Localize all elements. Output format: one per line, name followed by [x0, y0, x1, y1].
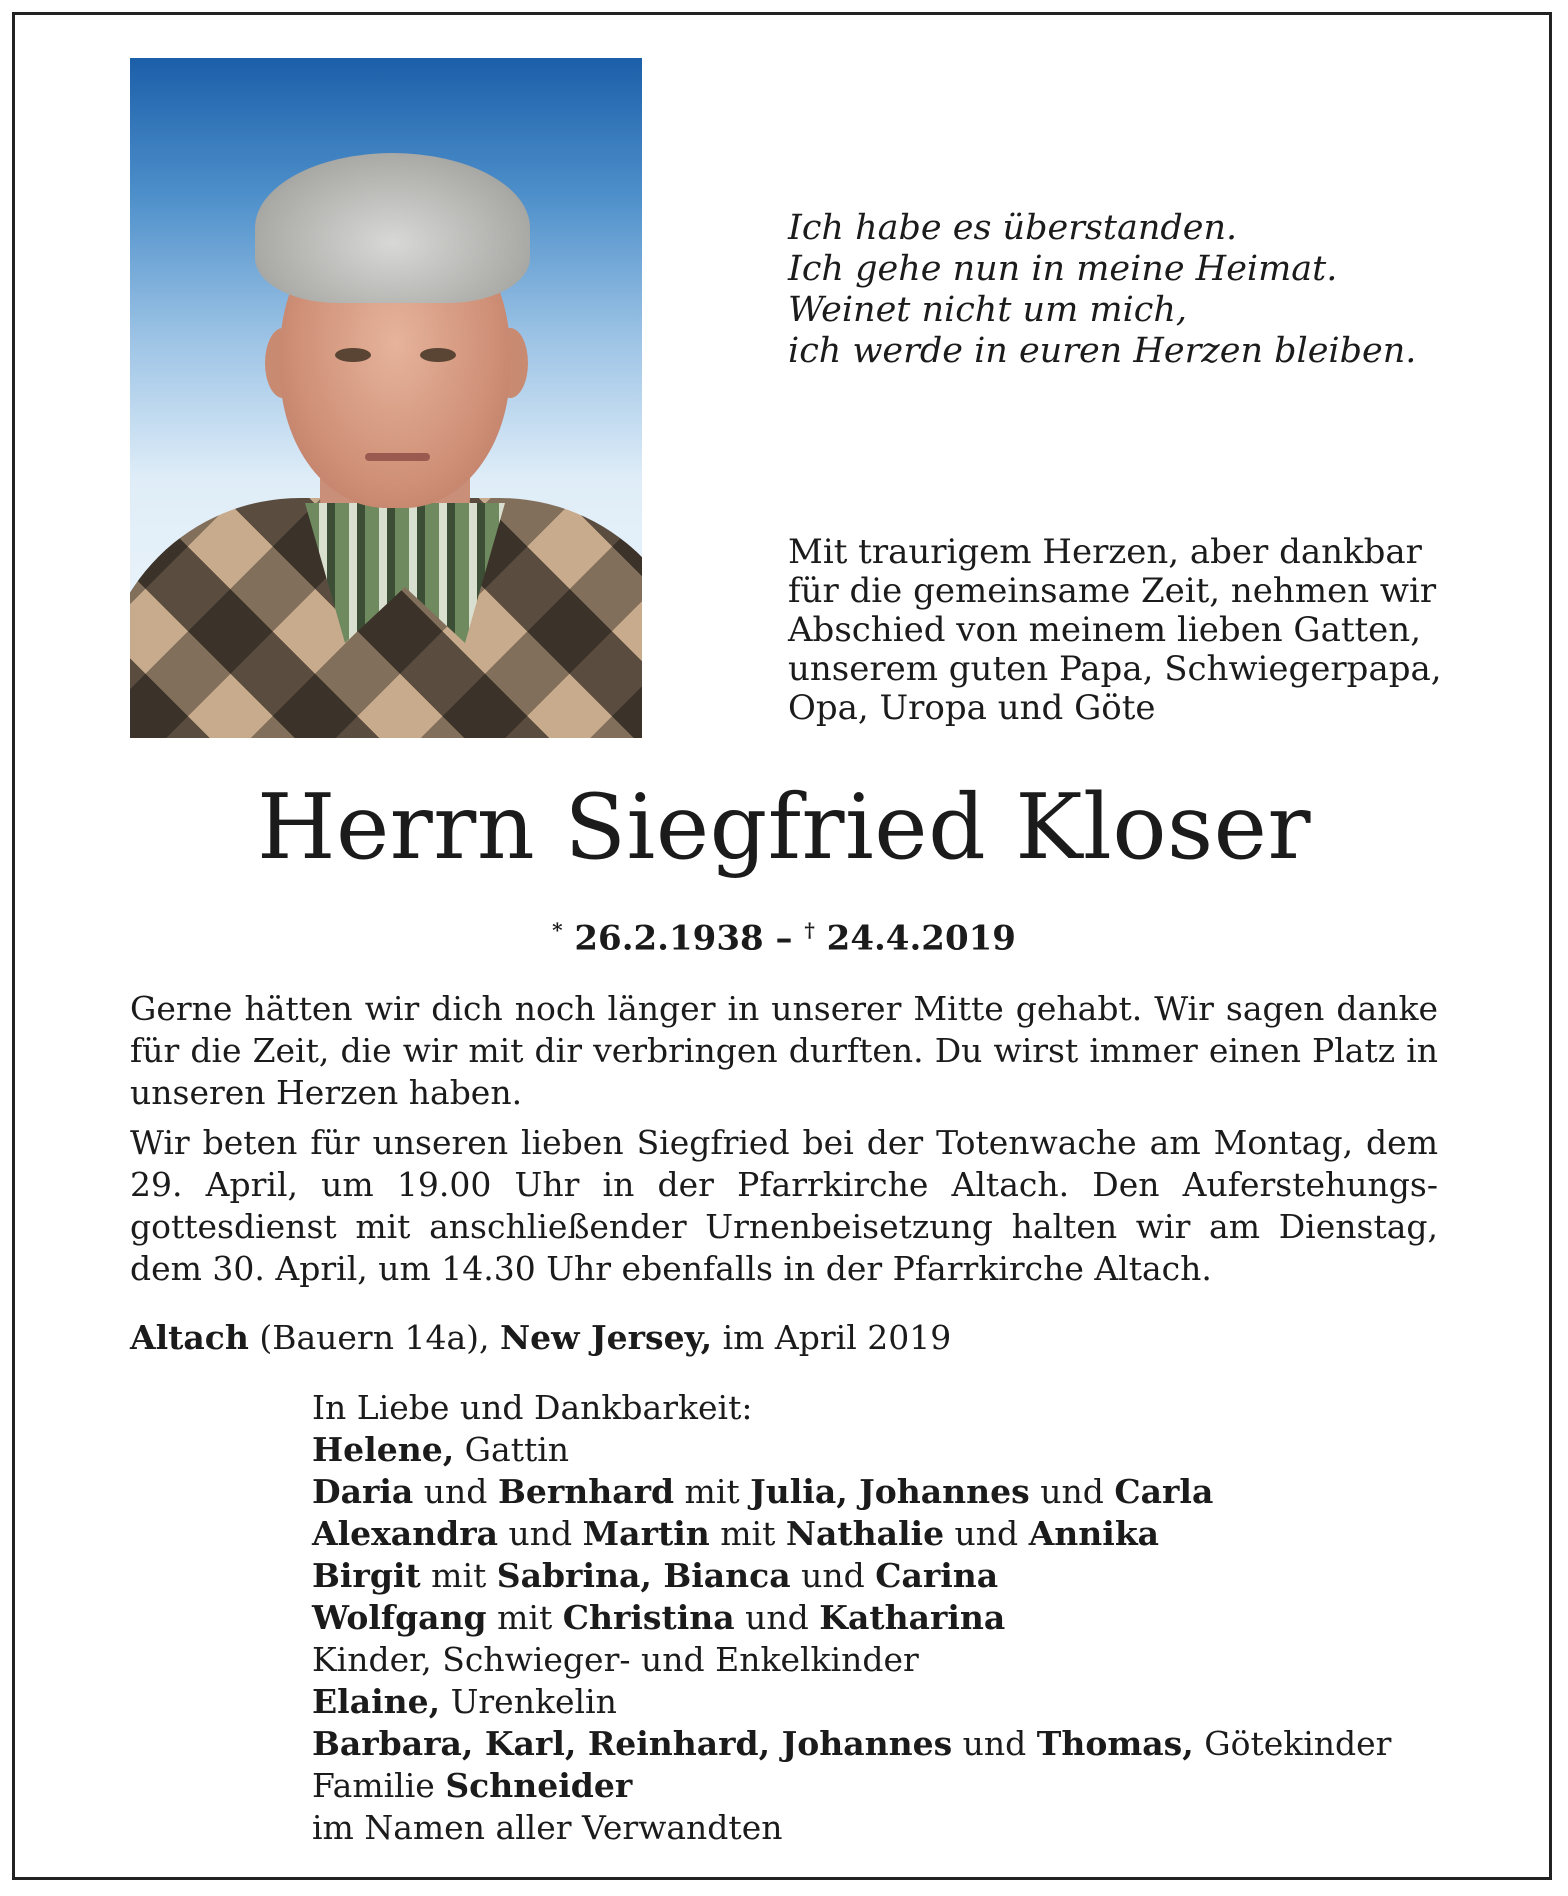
- family-text: mit: [420, 1556, 497, 1595]
- family-row: [312, 1513, 1391, 1555]
- family-text: und: [790, 1556, 876, 1595]
- birth-date: 26.2.1938: [574, 918, 764, 959]
- portrait-photo: [130, 58, 642, 738]
- family-name: Annika: [1028, 1514, 1160, 1553]
- family-row: [312, 1807, 1391, 1849]
- family-name: Carina: [875, 1556, 999, 1595]
- family-text: Urenkelin: [440, 1682, 617, 1721]
- family-text: mit: [709, 1514, 786, 1553]
- family-name: Wolfgang: [312, 1598, 487, 1637]
- quote-line: Ich habe es überstanden.: [788, 208, 1238, 248]
- quote-line: Ich gehe nun in meine Heimat.: [788, 249, 1338, 289]
- intro-text: [788, 533, 1442, 728]
- family-name: Thomas,: [1036, 1724, 1194, 1763]
- photo-mouth: [365, 453, 430, 461]
- date-separator: –: [775, 918, 793, 959]
- family-row: [312, 1429, 1391, 1471]
- birth-symbol: *: [552, 918, 563, 942]
- family-text: und: [1029, 1472, 1115, 1511]
- family-text: und: [952, 1724, 1037, 1763]
- photo-hair: [255, 153, 530, 303]
- family-name: Birgit: [312, 1556, 421, 1595]
- family-text: Gattin: [454, 1430, 570, 1469]
- family-row: [312, 1471, 1391, 1513]
- family-name: Nathalie: [785, 1514, 945, 1553]
- place-town: Altach: [130, 1318, 249, 1357]
- family-name: Carla: [1114, 1472, 1214, 1511]
- farewell-paragraph: Gerne hätten wir dich noch länger in unserer Mitte gehabt. Wir sagen danke für die Zeit, die wir mit dir verbringen durften. Du wirst immer einen Platz in unseren Herzen haben.: [130, 989, 1438, 1112]
- memorial-quote: [788, 208, 1416, 372]
- family-text: und: [734, 1598, 820, 1637]
- family-heading: In Liebe und Dankbarkeit:: [312, 1388, 753, 1427]
- deceased-name: Herrn Siegfried Kloser: [257, 775, 1311, 880]
- intro-line: Abschied von meinem lieben Gatten,: [788, 610, 1422, 650]
- family-name: Daria: [312, 1472, 414, 1511]
- family-row: [312, 1765, 1391, 1807]
- photo-eye-left: [335, 348, 371, 362]
- life-dates: [0, 910, 1568, 958]
- family-text: Götekinder: [1193, 1724, 1392, 1763]
- place-date: im April 2019: [712, 1318, 952, 1357]
- family-row: [312, 1555, 1391, 1597]
- family-name: Julia, Johannes: [750, 1472, 1030, 1511]
- place-address: (Bauern 14a),: [248, 1318, 500, 1357]
- family-name: Schneider: [445, 1766, 633, 1805]
- family-name: Helene,: [312, 1430, 455, 1469]
- family-text: Familie: [312, 1766, 446, 1805]
- family-row: [312, 1597, 1391, 1639]
- family-text: mit: [486, 1598, 563, 1637]
- intro-line: unserem guten Papa, Schwiegerpapa,: [788, 649, 1442, 689]
- family-name: Elaine,: [312, 1682, 441, 1721]
- intro-line: für die gemeinsame Zeit, nehmen wir: [788, 571, 1437, 611]
- family-list: [312, 1387, 1391, 1849]
- family-text: und: [413, 1472, 498, 1511]
- death-date: 24.4.2019: [826, 918, 1016, 959]
- family-name: Katharina: [819, 1598, 1006, 1637]
- family-text: Kinder, Schwieger- und Enkelkinder: [312, 1640, 919, 1679]
- family-name: Alexandra: [312, 1514, 499, 1553]
- place-and-date: [130, 1317, 951, 1359]
- family-text: und: [498, 1514, 583, 1553]
- family-name: Bernhard: [497, 1472, 675, 1511]
- family-rows: [312, 1429, 1391, 1849]
- family-row: [312, 1681, 1391, 1723]
- family-row: [312, 1639, 1391, 1681]
- photo-eye-right: [420, 348, 456, 362]
- intro-line: Opa, Uropa und Göte: [788, 688, 1156, 728]
- intro-line: Mit traurigem Herzen, aber dankbar: [788, 532, 1422, 572]
- family-name: Christina: [562, 1598, 735, 1637]
- quote-line: ich werde in euren Herzen bleiben.: [788, 331, 1417, 371]
- family-name: Barbara, Karl, Reinhard, Johannes: [312, 1724, 953, 1763]
- family-name: Sabrina, Bianca: [496, 1556, 791, 1595]
- death-symbol: †: [804, 918, 815, 942]
- service-paragraph: Wir beten für unseren lieben Siegfried bei der Totenwache am Montag, dem 29. April, um 19.00 Uhr in der Pfarrkirche Altach. Den Auferstehungsgottesdienst mit anschließender Urnenbeisetzung halten wir am Dienstag, dem 30. April, um 14.30 Uhr ebenfalls in der Pfarrkirche Altach.: [130, 1123, 1438, 1288]
- quote-line: Weinet nicht um mich,: [788, 290, 1188, 330]
- family-row: [312, 1723, 1391, 1765]
- family-text: im Namen aller Verwandten: [312, 1808, 783, 1847]
- family-name: Martin: [582, 1514, 710, 1553]
- place-region: New Jersey,: [499, 1318, 713, 1357]
- family-text: und: [944, 1514, 1029, 1553]
- family-text: mit: [674, 1472, 751, 1511]
